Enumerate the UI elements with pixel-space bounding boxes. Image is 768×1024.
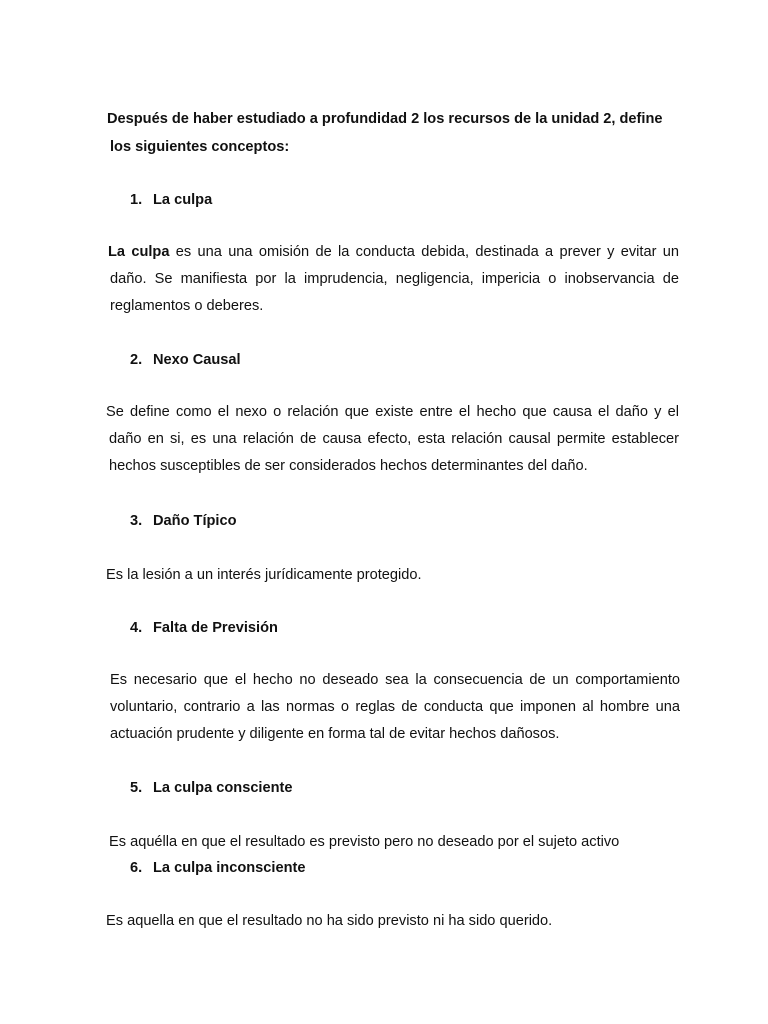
- section-4-heading: [130, 619, 278, 637]
- section-4-line-2: voluntario, contrario a las normas o reglas de conducta que imponen al hombre una: [110, 699, 680, 715]
- section-2-line-2: daño en si, es una relación de causa efecto, esta relación causal permite establecer: [109, 431, 679, 447]
- section-5-number: 5.: [130, 780, 143, 796]
- section-2-body: [106, 399, 679, 480]
- section-4-line-1: Es necesario que el hecho no deseado sea la consecuencia de un comportamiento: [110, 672, 680, 688]
- section-4-body: [110, 667, 680, 748]
- intro-line-1: Después de haber estudiado a profundidad 2 los recursos de la unidad 2, define: [107, 111, 663, 127]
- section-1-line-1: [108, 239, 679, 266]
- intro-line-2: los siguientes conceptos:: [110, 139, 290, 155]
- section-3-line-1: Es la lesión a un interés jurídicamente protegido.: [106, 567, 422, 583]
- section-5-line-1: Es aquélla en que el resultado es previsto pero no deseado por el sujeto activo: [109, 834, 620, 850]
- section-1-lead: La culpa: [108, 244, 170, 260]
- section-4-line-3: actuación prudente y diligente en forma tal de evitar hechos dañosos.: [110, 726, 560, 742]
- section-5-title: La culpa consciente: [153, 780, 293, 796]
- section-6-number: 6.: [130, 860, 143, 876]
- section-1-line-2: daño. Se manifiesta por la imprudencia, negligencia, impericia o inobservancia de: [110, 271, 679, 287]
- section-3-title: Daño Típico: [153, 513, 237, 529]
- section-1-heading: [130, 191, 212, 209]
- section-1-title: La culpa: [153, 192, 213, 208]
- section-1-line-3: reglamentos o deberes.: [110, 298, 264, 314]
- section-4-title: Falta de Previsión: [153, 620, 278, 636]
- section-5-heading: [130, 779, 293, 797]
- section-6-heading: [130, 859, 305, 877]
- section-2-line-3: hechos susceptibles de ser considerados hechos determinantes del daño.: [109, 458, 588, 474]
- section-2-heading: [130, 351, 241, 369]
- section-2-number: 2.: [130, 352, 143, 368]
- section-1-number: 1.: [130, 192, 143, 208]
- section-1-line-1-text: es una una omisión de la conducta debida, destinada a prever y evitar un: [175, 244, 679, 260]
- section-3-number: 3.: [130, 513, 143, 529]
- section-4-number: 4.: [130, 620, 143, 636]
- section-2-title: Nexo Causal: [153, 352, 241, 368]
- section-3-heading: [130, 512, 237, 530]
- section-6-title: La culpa inconsciente: [153, 860, 306, 876]
- section-6-line-1: Es aquella en que el resultado no ha sido previsto ni ha sido querido.: [106, 913, 553, 929]
- section-2-line-1: Se define como el nexo o relación que existe entre el hecho que causa el daño y el: [106, 404, 679, 420]
- section-1-body: [108, 239, 679, 320]
